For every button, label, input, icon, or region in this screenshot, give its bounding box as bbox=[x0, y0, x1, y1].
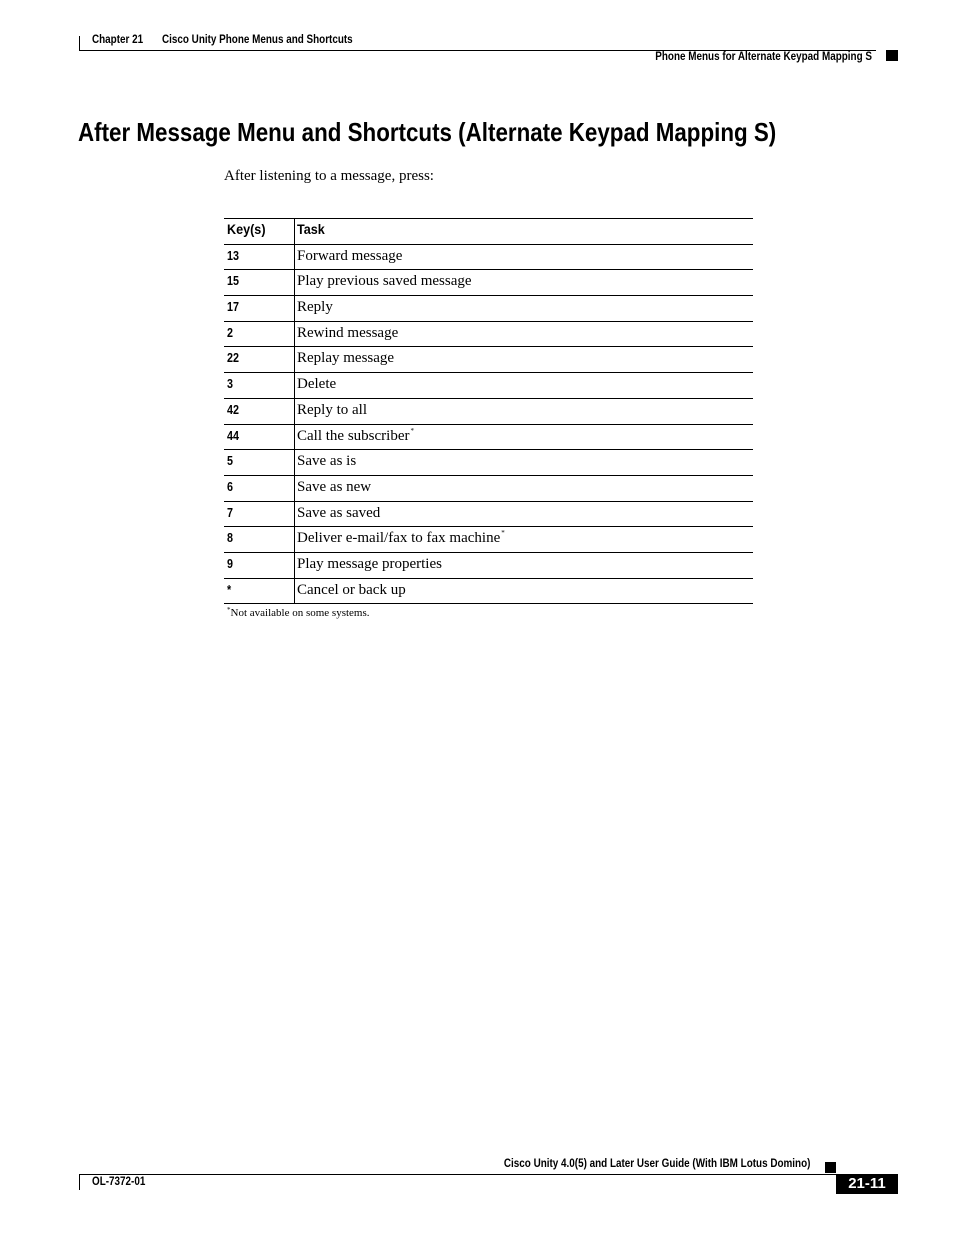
footnote-mark: * bbox=[227, 606, 231, 614]
column-divider bbox=[294, 502, 295, 527]
column-header-key: Key(s) bbox=[227, 221, 266, 237]
page-number: 21-11 bbox=[848, 1175, 886, 1192]
key-cell: 17 bbox=[227, 300, 239, 315]
task-text: Replay message bbox=[297, 350, 395, 367]
column-header-task: Task bbox=[297, 221, 325, 237]
key-cell: 7 bbox=[227, 505, 233, 520]
task-cell bbox=[297, 453, 356, 470]
table-row bbox=[224, 244, 753, 270]
column-divider bbox=[294, 219, 295, 244]
header-marker-block bbox=[886, 50, 898, 61]
task-text: Rewind message bbox=[297, 324, 399, 341]
task-cell bbox=[297, 556, 442, 573]
table-row bbox=[224, 372, 753, 398]
key-cell: 15 bbox=[227, 274, 239, 289]
task-footnote-mark: * bbox=[410, 426, 414, 435]
page-title: After Message Menu and Shortcuts (Alternate Keypad Mapping S) bbox=[78, 117, 777, 147]
task-text: Save as saved bbox=[297, 504, 381, 521]
task-cell bbox=[297, 325, 398, 342]
task-footnote-mark: * bbox=[501, 529, 505, 538]
key-cell: 42 bbox=[227, 402, 239, 417]
task-text: Reply to all bbox=[297, 401, 367, 418]
key-cell: * bbox=[227, 582, 232, 597]
task-text: Cancel or back up bbox=[297, 581, 406, 598]
key-cell: 9 bbox=[227, 556, 233, 571]
table-row bbox=[224, 424, 753, 450]
key-cell: 3 bbox=[227, 377, 233, 392]
table-header-row bbox=[224, 218, 753, 244]
column-divider bbox=[294, 476, 295, 501]
header-chapter-title: Cisco Unity Phone Menus and Shortcuts bbox=[162, 34, 353, 46]
task-text: Delete bbox=[297, 376, 337, 393]
column-divider bbox=[294, 553, 295, 578]
footer-doc-number: OL-7372-01 bbox=[92, 1176, 146, 1188]
task-text: Save as new bbox=[297, 478, 372, 495]
table-row bbox=[224, 501, 753, 527]
header-left-bar bbox=[79, 36, 80, 51]
header-section-title: Phone Menus for Alternate Keypad Mapping S bbox=[655, 51, 872, 63]
task-text: Forward message bbox=[297, 247, 403, 264]
footer-guide-title: Cisco Unity 4.0(5) and Later User Guide (With IBM Lotus Domino) bbox=[503, 1158, 810, 1170]
table-row bbox=[224, 449, 753, 475]
task-text: Play previous saved message bbox=[297, 273, 472, 290]
task-cell bbox=[297, 299, 333, 316]
column-divider bbox=[294, 579, 295, 604]
column-divider bbox=[294, 347, 295, 372]
task-cell bbox=[297, 376, 336, 393]
task-cell bbox=[297, 248, 402, 265]
column-divider bbox=[294, 450, 295, 475]
task-cell bbox=[297, 582, 406, 599]
table-row bbox=[224, 269, 753, 295]
table-row bbox=[224, 398, 753, 424]
table-row bbox=[224, 321, 753, 347]
header-chapter: Chapter 21 bbox=[92, 34, 144, 46]
column-divider bbox=[294, 373, 295, 398]
table-row bbox=[224, 346, 753, 372]
key-cell: 8 bbox=[227, 531, 233, 546]
footer-marker-block bbox=[825, 1162, 836, 1173]
task-cell bbox=[297, 479, 371, 496]
task-cell bbox=[297, 505, 380, 522]
column-divider bbox=[294, 245, 295, 270]
column-divider bbox=[294, 399, 295, 424]
footnote bbox=[226, 607, 370, 619]
key-cell: 6 bbox=[227, 479, 233, 494]
column-divider bbox=[294, 296, 295, 321]
task-cell bbox=[297, 428, 414, 445]
task-text: Call the subscriber bbox=[297, 427, 410, 444]
task-text: Reply bbox=[297, 299, 333, 316]
column-divider bbox=[294, 425, 295, 450]
task-text: Deliver e-mail/fax to fax machine bbox=[297, 530, 501, 547]
task-cell bbox=[297, 273, 472, 290]
task-text: Play message properties bbox=[297, 555, 442, 572]
table-row bbox=[224, 552, 753, 578]
key-cell: 44 bbox=[227, 428, 239, 443]
key-cell: 13 bbox=[227, 248, 239, 263]
footer-rule bbox=[79, 1174, 898, 1175]
shortcut-table bbox=[224, 218, 753, 604]
table-row bbox=[224, 526, 753, 552]
footnote-text: Not available on some systems. bbox=[230, 607, 370, 619]
key-cell: 22 bbox=[227, 351, 239, 366]
column-divider bbox=[294, 322, 295, 347]
page-number-box bbox=[836, 1174, 898, 1194]
table-body bbox=[224, 244, 753, 605]
task-cell bbox=[297, 350, 394, 367]
table-row bbox=[224, 578, 753, 605]
key-cell: 2 bbox=[227, 325, 233, 340]
footer-left-bar bbox=[79, 1174, 80, 1190]
column-divider bbox=[294, 270, 295, 295]
column-divider bbox=[294, 527, 295, 552]
table-row bbox=[224, 295, 753, 321]
table-row bbox=[224, 475, 753, 501]
task-text: Save as is bbox=[297, 453, 357, 470]
task-cell bbox=[297, 530, 505, 547]
task-cell bbox=[297, 402, 367, 419]
intro-text: After listening to a message, press: bbox=[224, 168, 434, 184]
key-cell: 5 bbox=[227, 454, 233, 469]
